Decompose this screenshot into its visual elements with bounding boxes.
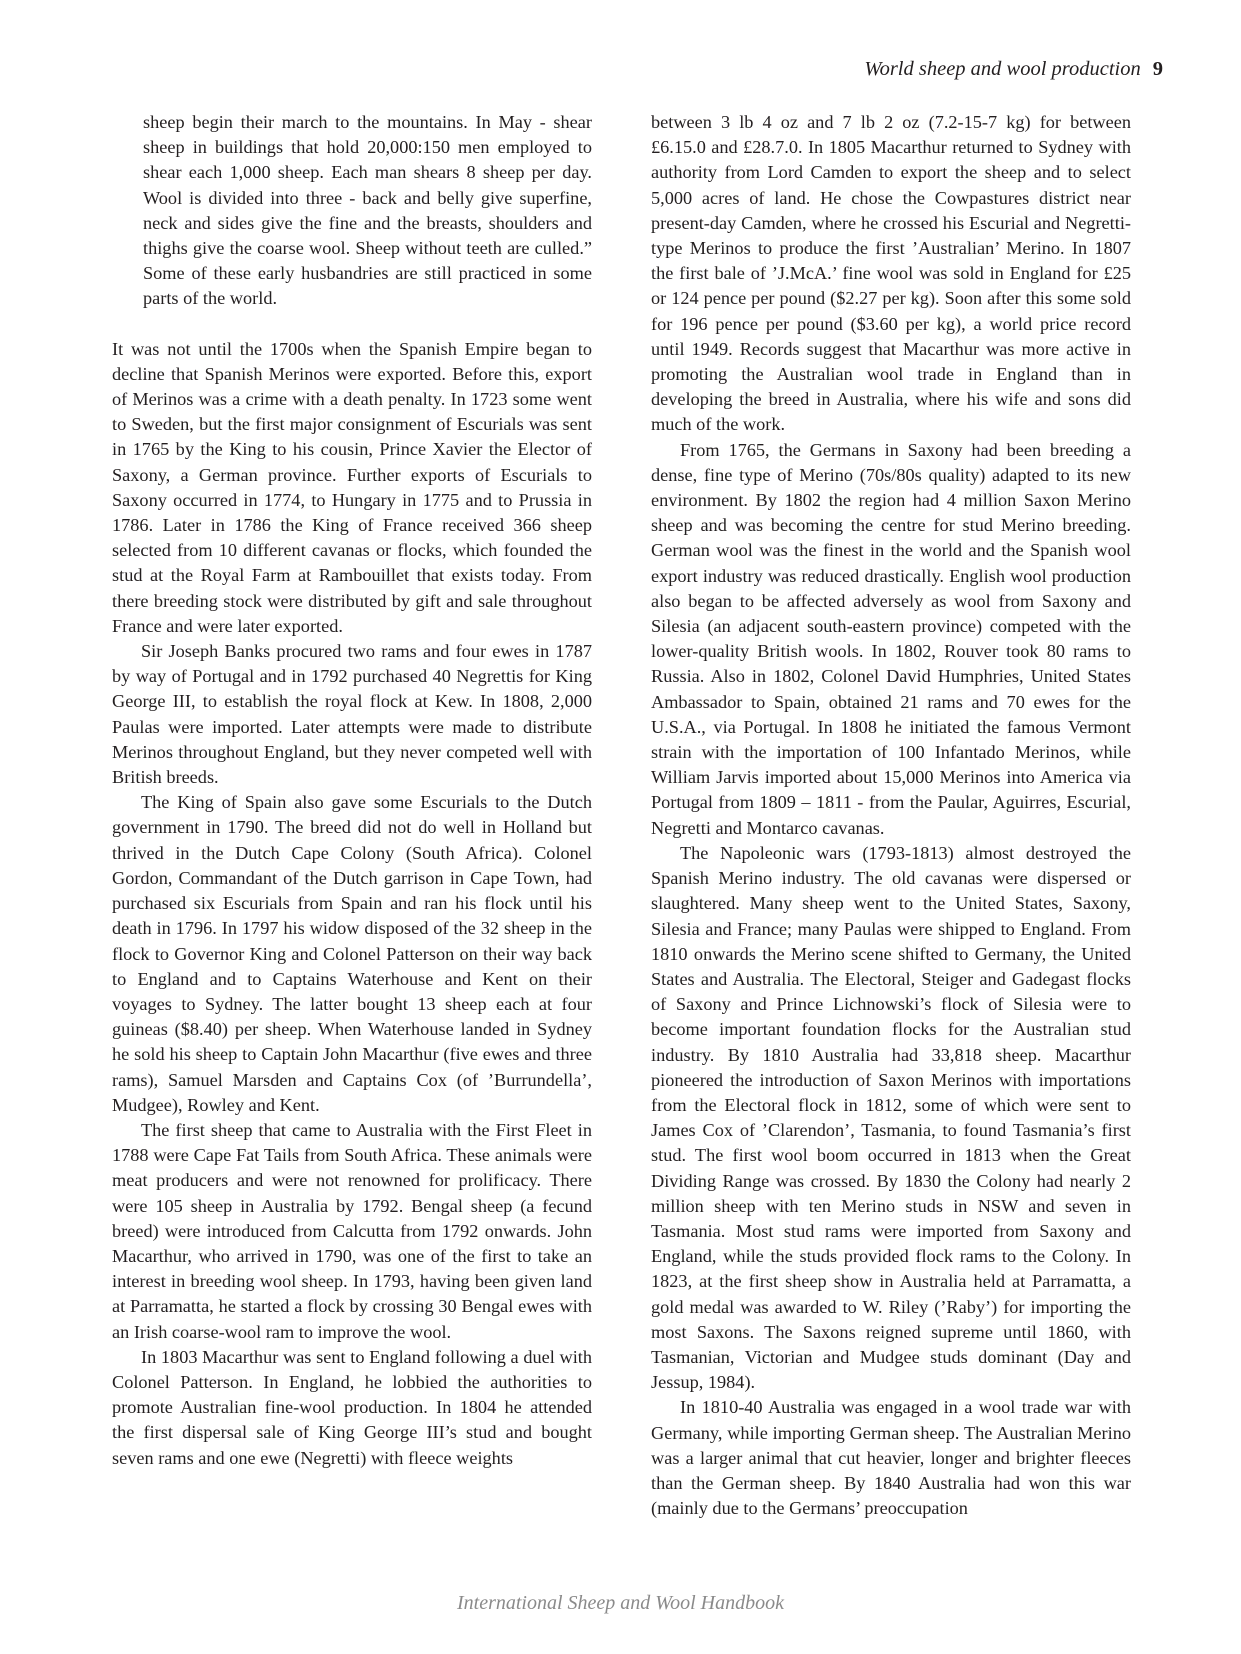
- paragraph: Sir Joseph Banks procured two rams and four ewes in 1787 by way of Portugal and in 1792 purchased 40 Negrettis for King George III, to establish the royal flock at Kew. In 1808, 2,000 Paulas were imported. Later attempts were made to distribute Merinos throughout England, but they never competed well with British breeds.: [112, 641, 592, 788]
- paragraph: The Napoleonic wars (1793-1813) almost destroyed the Spanish Merino industry. The old cavanas were dispersed or slaughtered. Many sheep went to the United States, Saxony, Silesia and France; many Paulas were shipped to England. From 1810 onwards the Merino scene shifted to Germany, the United States and Australia. The Electoral, Steiger and Gadegast flocks of Saxony and Prince Lichnowski’s flock of Silesia were to become important foundation flocks for the Australian stud industry. By 1810 Australia had 33,818 sheep. Macarthur pioneered the introduction of Saxon Merinos with importations from the Electoral flock in 1812, some of which were sent to James Cox of ’Clarendon’, Tasmania, to found Tasmania’s first stud. The first wool boom occurred in 1813 when the Great Dividing Range was crossed. By 1830 the Colony had nearly 2 million sheep with ten Merino studs in NSW and seven in Tasmania. Most stud rams were imported from Saxony and England, while the studs provided flock rams to the Colony. In 1823, at the first sheep show in Australia held at Parramatta, a gold medal was awarded to W. Riley (’Raby’) for importing the most Saxons. The Saxons reigned supreme until 1860, with Tasmanian, Victorian and Mudgee studs dominant (Day and Jessup, 1984).: [651, 842, 1131, 1393]
- running-footer: International Sheep and Wool Handbook: [456, 1592, 784, 1614]
- paragraph: between 3 lb 4 oz and 7 lb 2 oz (7.2-15-7 kg) for between £6.15.0 and £28.7.0. In 1805 Macarthur returned to Sydney with authority from Lord Camden to export the sheep and to select 5,000 acres of land. He chose the Cowpastures district near present-day Camden, where he crossed his Escurial and Negretti-type Merinos to produce the first ’Australian’ Merino. In 1807 the first bale of ’J.McA.’ fine wool was sold in England for £25 or 124 pence per pound ($2.27 per kg). Soon after this some sold for 196 pence per pound ($3.60 per kg), a world price record until 1949. Records suggest that Macarthur was more active in promoting the Australian wool trade in England than in developing the breed in Australia, where his wife and sons did much of the work.: [651, 112, 1131, 435]
- paragraph: The King of Spain also gave some Escurials to the Dutch government in 1790. The breed did not do well in Holland but thrived in the Dutch Cape Colony (South Africa). Colonel Gordon, Commandant of the Dutch garrison in Cape Town, had purchased six Escurials from Spain and ran his flock until his death in 1796. In 1797 his widow disposed of the 32 sheep in the flock to Governor King and Colonel Patterson on their way back to England and to Captains Waterhouse and Kent on their voyages to Sydney. The latter bought 13 sheep each at four guineas ($8.40) per sheep. When Waterhouse landed in Sydney he sold his sheep to Captain John Macarthur (five ewes and three rams), Samuel Marsden and Captains Cox (of ’Burrundella’, Mudgee), Rowley and Kent.: [112, 792, 592, 1115]
- left-column: [112, 110, 592, 1471]
- paragraph: From 1765, the Germans in Saxony had been breeding a dense, fine type of Merino (70s/80s quality) adapted to its new environment. By 1802 the region had 4 million Saxon Merino sheep and was becoming the centre for stud Merino breeding. German wool was the finest in the world and the Spanish wool export industry was reduced drastically. English wool production also began to be affected adversely as wool from Saxony and Silesia (an adjacent south-eastern province) competed with the lower-quality British wools. In 1802, Rouver took 80 rams to Russia. Also in 1802, Colonel David Humphries, United States Ambassador to Spain, obtained 21 rams and 70 ewes for the U.S.A., via Portugal. In 1808 he initiated the famous Vermont strain with the importation of 100 Infantado Merinos, while William Jarvis imported about 15,000 Merinos into America via Portugal from 1809 – 1811 - from the Paular, Aguirres, Escurial, Negretti and Montarco cavanas.: [651, 439, 1131, 838]
- paragraph: In 1803 Macarthur was sent to England following a duel with Colonel Patterson. In England, he lobbied the authorities to promote Australian fine-wool production. In 1804 he attended the first dispersal sale of King George III’s stud and bought seven rams and one ewe (Negretti) with fleece weights: [112, 1346, 592, 1468]
- running-head-title: World sheep and wool production: [864, 58, 1141, 80]
- paragraph: It was not until the 1700s when the Spanish Empire began to decline that Spanish Merinos were exported. Before this, export of Merinos was a crime with a death penalty. In 1723 some went to Sweden, but the first major consignment of Escurials was sent in 1765 by the King to his cousin, Prince Xavier the Elector of Saxony, a German province. Further exports of Escurials to Saxony occurred in 1774, to Hungary in 1775 and to Prussia in 1786. Later in 1786 the King of France received 366 sheep selected from 10 different cavanas or flocks, which founded the stud at the Royal Farm at Rambouillet that exists today. From there breeding stock were distributed by gift and sale throughout France and were later exported.: [112, 338, 592, 636]
- page-number: 9: [1152, 58, 1163, 80]
- right-column: [651, 110, 1131, 1521]
- running-head: [864, 58, 1163, 81]
- paragraph: The first sheep that came to Australia with the First Fleet in 1788 were Cape Fat Tails from South Africa. These animals were meat producers and were not renowned for prolificacy. There were 105 sheep in Australia by 1792. Bengal sheep (a fecund breed) were introduced from Calcutta from 1792 onwards. John Macarthur, who arrived in 1790, was one of the first to take an interest in breeding wool sheep. In 1793, having been given land at Parramatta, he started a flock by crossing 30 Bengal ewes with an Irish coarse-wool ram to improve the wool.: [112, 1119, 592, 1342]
- block-quote: sheep begin their march to the mountains. In May - shear sheep in buildings that hold 20,000:150 men employed to shear each 1,000 sheep. Each man shears 8 sheep per day. Wool is divided into three - back and belly give superfine, neck and sides give the fine and the breasts, shoulders and thighs give the coarse wool. Sheep without teeth are culled.” Some of these early husbandries are still practiced in some parts of the world.: [143, 112, 592, 309]
- paragraph: In 1810-40 Australia was engaged in a wool trade war with Germany, while importing German sheep. The Australian Merino was a larger animal that cut heavier, longer and brighter fleeces than the German sheep. By 1840 Australia had won this war (mainly due to the Germans’ preoccupation: [651, 1397, 1131, 1519]
